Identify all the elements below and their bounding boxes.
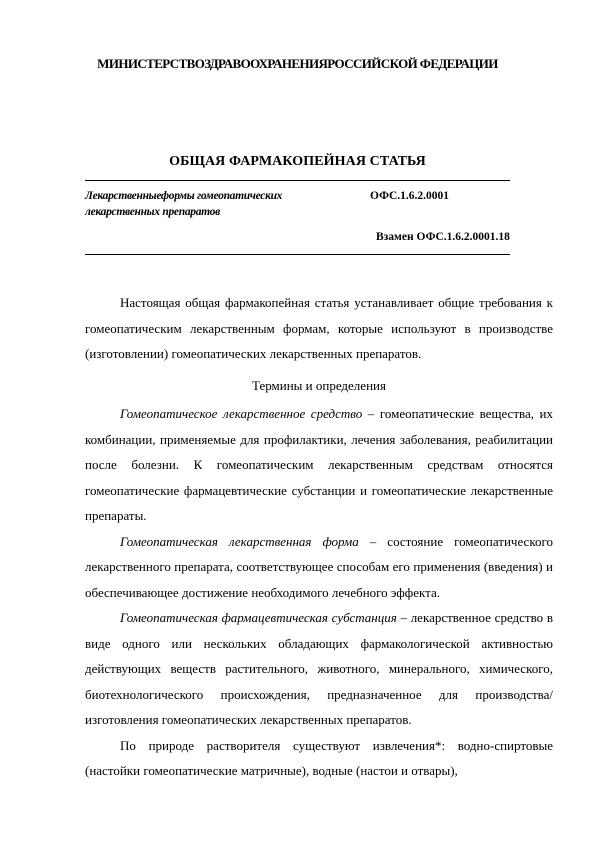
subject-line-1: Лекарственныеформы гомеопатических — [85, 190, 283, 202]
top-divider — [85, 180, 510, 181]
definition-term-3: Гомеопатическая фармацевтическая субстанция — [120, 610, 397, 625]
document-title: ОБЩАЯ ФАРМАКОПЕЙНАЯ СТАТЬЯ — [169, 154, 426, 169]
ministry-header: МИНИСТЕРСТВОЗДРАВООХРАНЕНИЯРОССИЙСКОЙ ФЕДЕРАЦИИ — [97, 56, 498, 71]
definition-term-2: Гомеопатическая лекарственная форма — [120, 533, 359, 549]
intro-paragraph: Настоящая общая фармакопейная статья устанавливает общие требования к гомеопатическим лекарственным формам, которые используют в производстве (изготовлении) гомеопатических лекарственных препаратов. — [85, 295, 553, 361]
solvent-paragraph: По природе растворителя существуют извлечения*: водно-спиртовые (настойки гомеопатические матричные), водные (настои и отвары), — [85, 737, 553, 778]
definition-text-1: – гомеопатические вещества, их комбинации, применяемые для профилактики, лечения заболевания, реабилитации после болезни. К гомеопатическим лекарственным средствам относятся гомеопатические фармацевтические субстанции и гомеопатические лекарственные препараты. — [85, 406, 554, 523]
document-body — [85, 290, 553, 784]
definition-term-1: Гомеопатическое лекарственное средство — [120, 406, 363, 421]
definition-paragraph-3 — [85, 605, 553, 733]
section-heading: Термины и определения — [252, 377, 386, 393]
definition-text-3: – лекарственное средство в виде одного или нескольких обладающих фармакологической активностью действующих веществ растительного, животного, минерального, химического, биотехнологического происхождения, предназначенное для производства/изготовления гомеопатических лекарственных препаратов. — [85, 610, 553, 727]
document-code: ОФС.1.6.2.0001 — [370, 190, 450, 202]
subject-title — [85, 188, 355, 220]
definition-text-2: – состояние гомеопатического лекарственного препарата, соответствующее способам его применения (введения) и обеспечивающее достижение необходимого лечебного эффекта. — [85, 533, 553, 600]
definition-paragraph-2 — [85, 529, 553, 606]
replaces-code: Взамен ОФС.1.6.2.0001.18 — [376, 231, 510, 243]
definition-paragraph-1 — [85, 401, 553, 529]
subject-line-2: лекарственных препаратов — [85, 206, 220, 218]
bottom-divider — [85, 254, 510, 255]
